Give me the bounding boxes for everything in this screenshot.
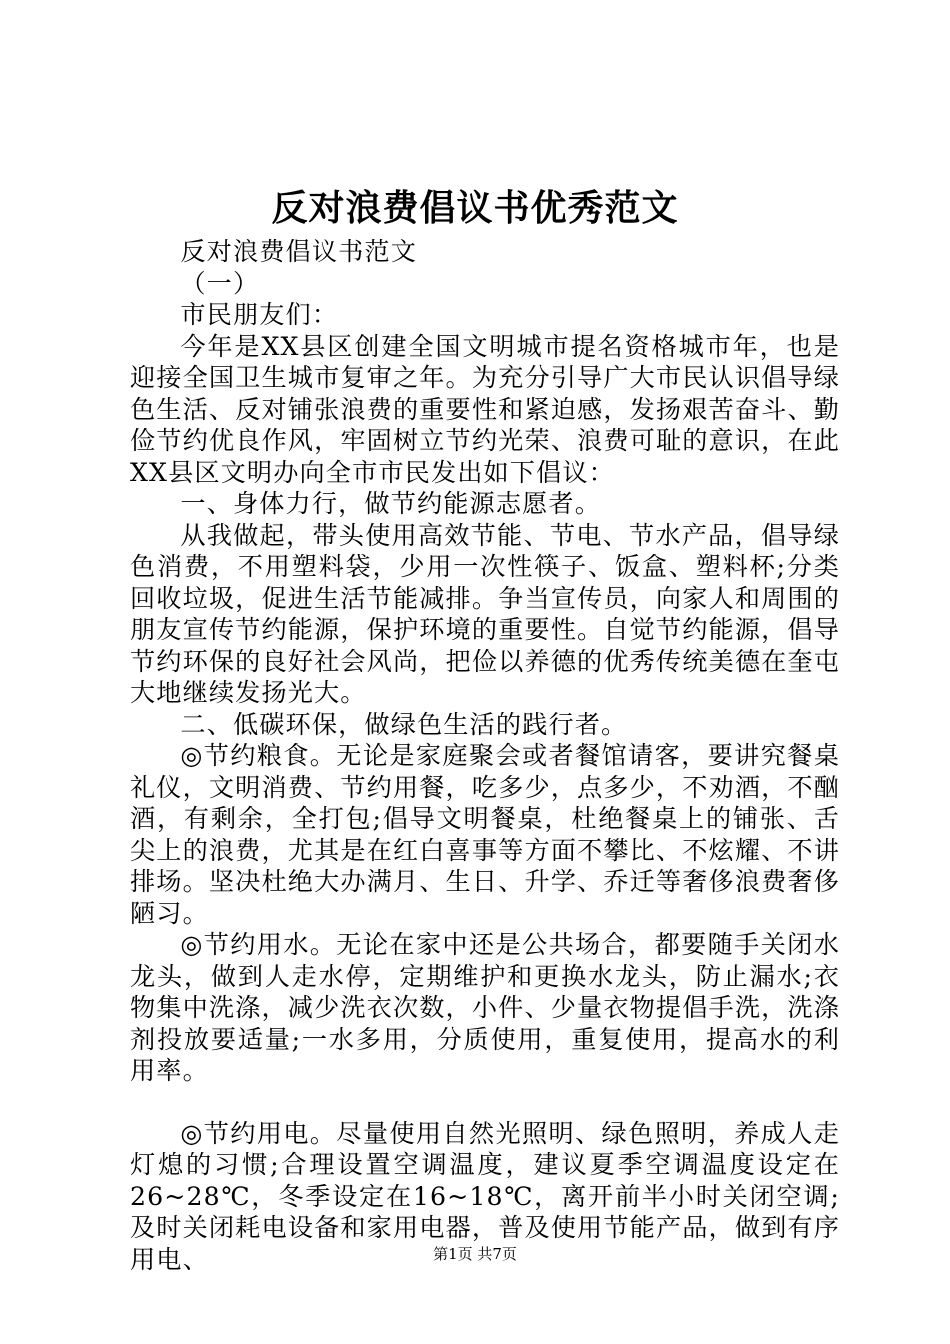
body-paragraph: 今年是XX县区创建全国文明城市提名资格城市年，也是迎接全国卫生城市复审之年。为充分引导广大市民认识倡导绿色生活、反对铺张浪费的重要性和紧迫感，发扬艰苦奋斗、勤俭节约优良作风，牢固树立节约光荣、浪费可耻的意识，在此XX县区文明办向全市市民发出如下倡议：: [130, 331, 840, 487]
document-body: [130, 236, 840, 1275]
section-number-paragraph: （一）: [180, 268, 260, 298]
salutation-paragraph: 市民朋友们：: [180, 300, 339, 329]
body-paragraph: ◎节约用水。无论在家中还是公共场合，都要随手关闭水龙头，做到人走水停，定期维护和更换水龙头，防止漏水;衣物集中洗涤，减少洗衣次数，小件、少量衣物提倡手洗，洗涤剂投放要适量;一水多用，分质使用，重复使用，提高水的利用率。: [130, 930, 840, 1085]
page-footer: 第1页 共7页: [433, 1245, 517, 1263]
body-paragraph: ◎节约用电。尽量使用自然光照明、绿色照明，养成人走灯熄的习惯;合理设置空调温度，建议夏季空调温度设定在26~28℃，冬季设定在16~18℃，离开前半小时关闭空调;及时关闭耗电设备和家用电器，普及使用节能产品，做到有序用电、: [130, 1118, 840, 1274]
body-paragraph: 从我做起，带头使用高效节能、节电、节水产品，倡导绿色消费，不用塑料袋，少用一次性筷子、饭盒、塑料杯;分类回收垃圾，促进生活节能减排。争当宣传员，向家人和周围的朋友宣传节约能源，保护环境的重要性。自觉节约能源，倡导节约环保的良好社会风尚，把俭以养德的优秀传统美德在奎屯大地继续发扬光大。: [130, 520, 840, 707]
subtitle-paragraph: 反对浪费倡议书范文: [180, 237, 417, 266]
body-paragraph: ◎节约粮食。无论是家庭聚会或者餐馆请客，要讲究餐桌礼仪，文明消费、节约用餐，吃多少，点多少，不劝酒，不酗酒，有剩余，全打包;倡导文明餐桌，杜绝餐桌上的铺张、舌尖上的浪费，尤其是在红白喜事等方面不攀比、不炫耀、不讲排场。坚决杜绝大办满月、生日、升学、乔迁等奢侈浪费奢侈陋习。: [130, 741, 840, 928]
heading-paragraph: 一、身体力行，做节约能源志愿者。: [180, 489, 601, 518]
heading-paragraph: 二、低碳环保，做绿色生活的践行者。: [180, 709, 628, 739]
document-title: 反对浪费倡议书优秀范文: [271, 187, 679, 229]
